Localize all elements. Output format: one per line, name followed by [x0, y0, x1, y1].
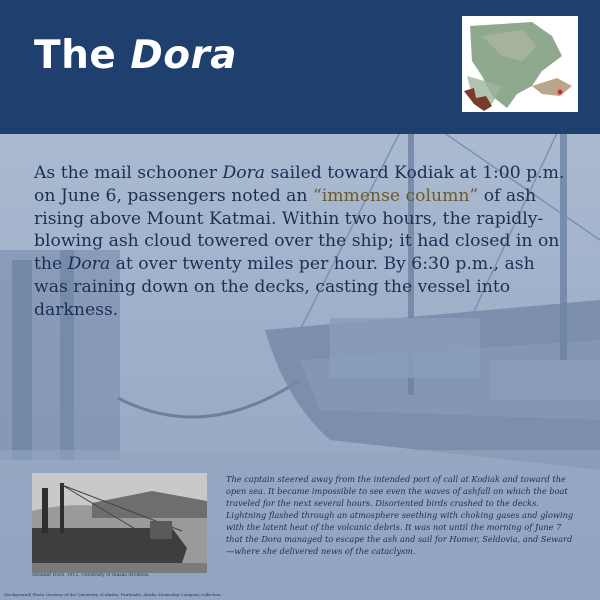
title-prefix: The	[34, 33, 131, 78]
intro-vessel-name: Dora	[222, 163, 266, 183]
intro-paragraph	[34, 162, 566, 322]
intro-text-3: of ash rising above Mount Katmai. Within two hours, the rapidly-blowing ash cloud towered over the ship; it had closed in on the	[34, 185, 560, 275]
alaska-locator-map	[462, 16, 578, 112]
intro-text-4: at over twenty miles per hour. By 6:30 p.m., ash was raining down on the decks, casting the vessel into darkness.	[34, 254, 535, 320]
dora-photo	[32, 473, 207, 573]
photo-credit: Steamer Dora, 1912. University of Alaska Archives.	[32, 573, 150, 578]
caption-paragraph: The captain steered away from the intended port of call at Kodiak and toward the open sea. It became impossible to see even the waves of ashfall on which the boat traveled for the next several hours. Disoriented birds crashed to the decks. Lightning flashed through an atmosphere seething with choking gases and glowing with the latent heat of the volcanic debris. It was not until the morning of June 7 that the Dora managed to escape the ash and sail for Homer, Seldovia, and Seward—where she delivered news of the cataclysm.	[226, 474, 574, 556]
intro-quote: “immense column”	[312, 185, 479, 206]
background-credit: (background) Photo courtesy of the University of Alaska, Fairbanks, Alaska Steamship Company collection.	[4, 592, 222, 597]
page-title	[34, 33, 238, 78]
intro-text-1: As the mail schooner	[34, 163, 223, 183]
intro-text-2: sailed toward Kodiak at 1:00 p.m. on June 6, passengers noted an	[34, 163, 565, 206]
intro-vessel-name-2: Dora	[67, 254, 111, 275]
title-vessel-name: Dora	[130, 33, 238, 78]
